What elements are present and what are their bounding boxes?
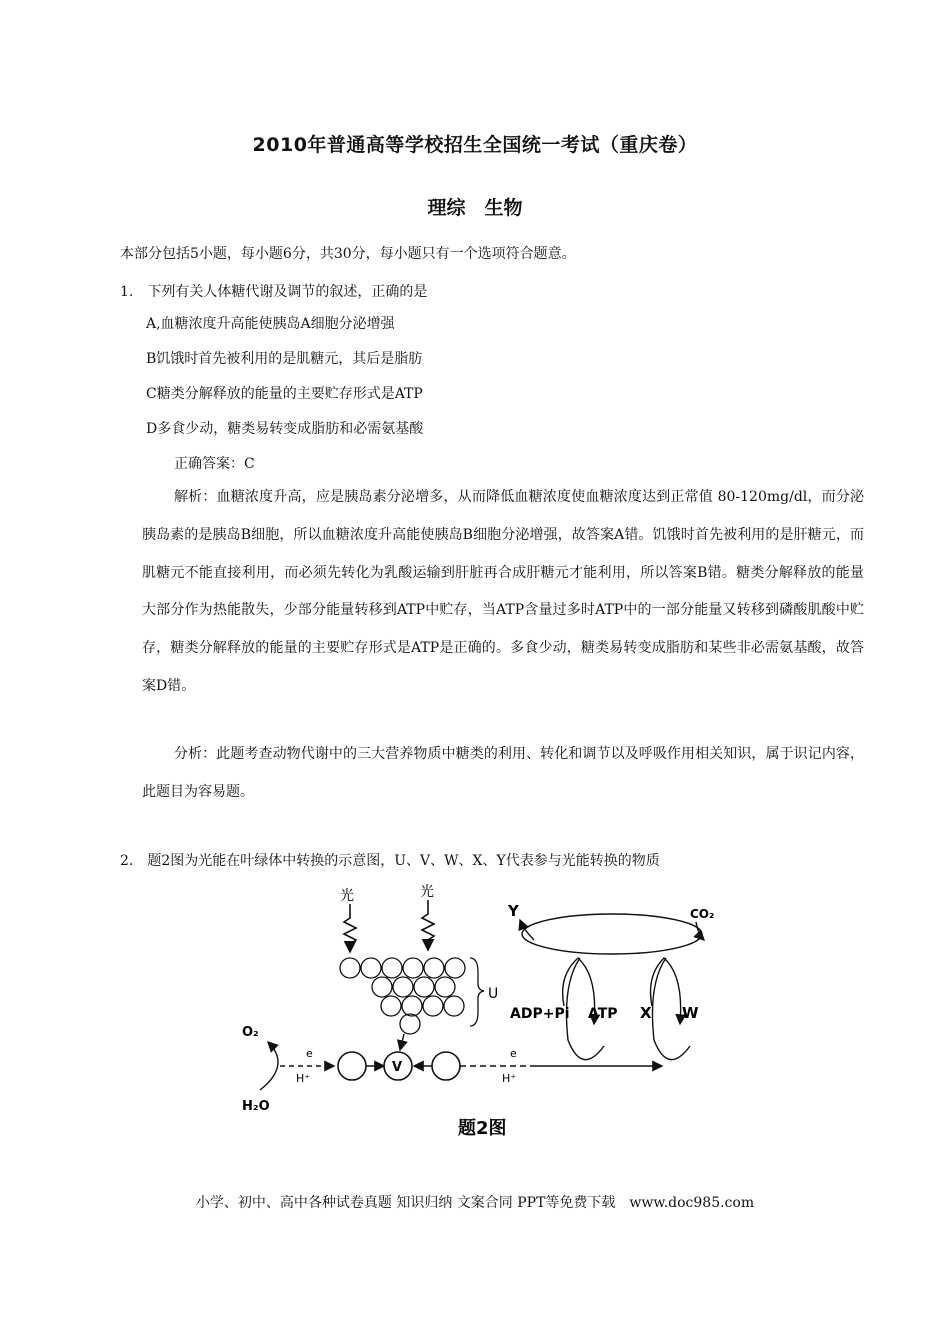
light-arrow-2 (422, 900, 434, 950)
chain-circle-2 (432, 1052, 460, 1080)
v-label: V (392, 1060, 403, 1075)
h2o-label: H₂O (242, 1099, 270, 1114)
y-arrow (520, 920, 534, 940)
calvin-cycle-ellipse (522, 914, 702, 954)
o2-label: O₂ (242, 1025, 259, 1040)
pigment-cluster-u (340, 958, 465, 1034)
page-title: 2010年普通高等学校招生全国统一考试（重庆卷） (252, 134, 698, 156)
question-1-answer: 正确答案：C (174, 456, 255, 472)
question-1-option-d: D多食少动，糖类易转变成脂肪和必需氨基酸 (146, 421, 424, 437)
light-arrow-1 (344, 904, 356, 952)
u-bracket (470, 958, 484, 1026)
section-intro: 本部分包括5小题，每小题6分，共30分，每小题只有一个选项符合题意。 (120, 246, 576, 262)
w-label: W (682, 1004, 699, 1022)
h-label-1: H⁺ (296, 1072, 311, 1085)
question-1-option-a: A,血糖浓度升高能使胰岛A细胞分泌增强 (146, 316, 395, 332)
page-footer: 小学、初中、高中各种试卷真题 知识归纳 文案合同 PPT等免费下载 www.doc985.com (195, 1195, 755, 1211)
co2-label: CO₂ (690, 907, 715, 921)
light-label-1: 光 (340, 888, 354, 904)
y-label: Y (508, 902, 519, 920)
water-split-arrow (260, 1042, 278, 1090)
adp-label: ADP+Pi (510, 1006, 570, 1022)
figure-caption: 题2图 (458, 1118, 507, 1139)
light-conversion-diagram (232, 876, 732, 1148)
chain-circle-1 (338, 1052, 366, 1080)
question-2-stem: 2. 题2图为光能在叶绿体中转换的示意图，U、V、W、X、Y代表参与光能转换的物质 (120, 853, 660, 869)
question-1-option-c: C糖类分解释放的能量的主要贮存形式是ATP (146, 386, 423, 402)
co2-arrow (696, 922, 704, 940)
e-label-2: e (510, 1047, 517, 1060)
page-subtitle: 理综 生物 (427, 197, 523, 219)
xw-loop (651, 958, 681, 1024)
light-label-2: 光 (420, 884, 434, 900)
atp-label: ATP (588, 1006, 618, 1022)
question-1-comment: 分析：此题考查动物代谢中的三大营养物质中糖类的利用、转化和调节以及呼吸作用相关知识，属于识记内容，此题目为容易题。 (142, 746, 864, 800)
question-1-option-b: B饥饿时首先被利用的是肌糖元，其后是脂肪 (146, 351, 423, 367)
e-label-1: e (306, 1047, 313, 1060)
u-label: U (488, 986, 499, 1002)
v-input-arrow (400, 1034, 404, 1050)
question-1-analysis: 解析：血糖浓度升高，应是胰岛素分泌增多，从而降低血糖浓度使血糖浓度达到正常值 80-120mg/dl，而分泌胰岛素的是胰岛B细胞，所以血糖浓度升高能使胰岛B细胞分泌增强，故答案A错。饥饿时首先被利用的是肝糖元，而肌糖元不能直接利用，而必须先转化为乳酸运输到肝脏再合成肝糖元才能利用，所以答案B错。糖类分解释放的能量大部分作为热能散失，少部分能量转移到ATP中贮存，当ATP含量过多时ATP中的一部分能量又转移到磷酸肌酸中贮存，糖类分解释放的能量的主要贮存形式是ATP是正确的。多食少动，糖类易转变成脂肪和某些非必需氨基酸，故答案D错。 (142, 489, 864, 694)
question-1-stem: 1. 下列有关人体糖代谢及调节的叙述，正确的是 (120, 284, 428, 300)
h-label-2: H⁺ (502, 1072, 517, 1085)
x-label: X (640, 1004, 652, 1022)
